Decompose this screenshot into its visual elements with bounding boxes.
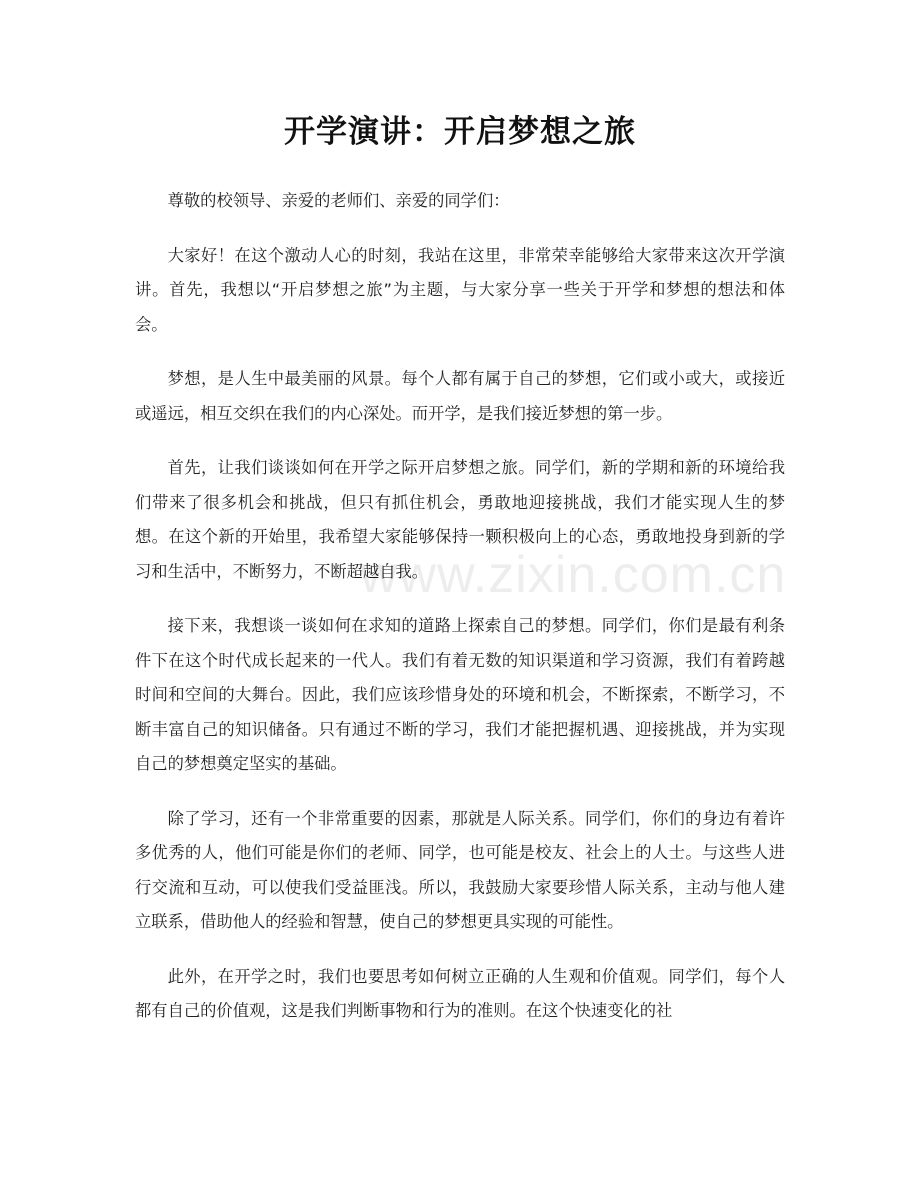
watermark: www.zixin.com.cn (360, 546, 787, 604)
paragraph-start-journey: 首先，让我们谈谈如何在开学之际开启梦想之旅。同学们，新的学期和新的环境给我们带来了很多机会和挑战，但只有抓住机会，勇敢地迎接挑战，我们才能实现人生的梦想。在这个新的开始里，我希望大家能够保持一颗积极向上的心态，勇敢地投身到新的学习和生活中，不断努力，不断超越自我。 (135, 458, 785, 581)
paragraph-greeting: 大家好！在这个激动人心的时刻，我站在这里，非常荣幸能够给大家带来这次开学演讲。首先，我想以“开启梦想之旅”为主题，与大家分享一些关于开学和梦想的想法和体会。 (135, 245, 785, 334)
paragraph-explore-knowledge: 接下来，我想谈一谈如何在求知的道路上探索自己的梦想。同学们，你们是最有利条件下在这个时代成长起来的一代人。我们有着无数的知识渠道和学习资源，我们有着跨越时间和空间的大舞台。因此，我们应该珍惜身处的环境和机会，不断探索，不断学习，不断丰富自己的知识储备。只有通过不断的学习，我们才能把握机遇、迎接挑战，并为实现自己的梦想奠定坚实的基础。 (135, 616, 785, 773)
paragraph-salutation: 尊敬的校领导、亲爱的老师们、亲爱的同学们： (167, 191, 510, 210)
paragraph-dream: 梦想，是人生中最美丽的风景。每个人都有属于自己的梦想，它们或小或大，或接近或遥远，相互交织在我们的内心深处。而开学，是我们接近梦想的第一步。 (135, 369, 785, 423)
paragraph-values: 此外，在开学之时，我们也要思考如何树立正确的人生观和价值观。同学们，每个人都有自己的价值观，这是我们判断事物和行为的准则。在这个快速变化的社 (135, 966, 785, 1020)
document-body (135, 184, 785, 1049)
paragraph-relationships: 除了学习，还有一个非常重要的因素，那就是人际关系。同学们，你们的身边有着许多优秀的人，他们可能是你们的老师、同学，也可能是校友、社会上的人士。与这些人进行交流和互动，可以使我们受益匪浅。所以，我鼓励大家要珍惜人际关系，主动与他人建立联系，借助他人的经验和智慧，使自己的梦想更具实现的可能性。 (135, 808, 785, 931)
document-title: 开学演讲：开启梦想之旅 (284, 114, 636, 150)
